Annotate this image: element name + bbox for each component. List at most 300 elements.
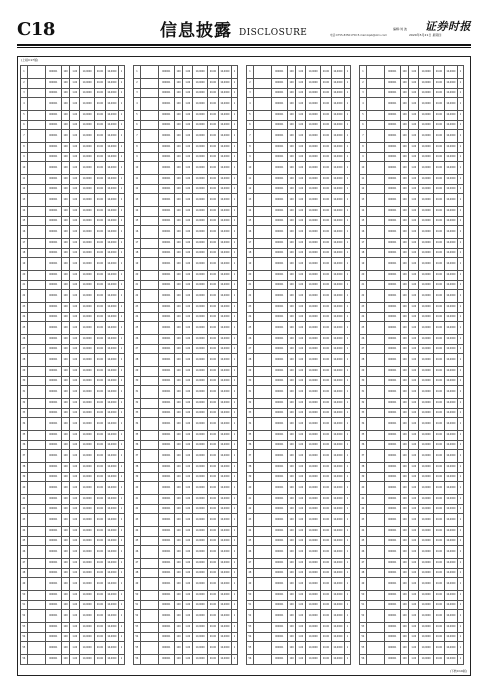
table-cell: 20.00: [321, 376, 332, 386]
table-cell: 1: [458, 88, 464, 98]
table-cell: 1.00: [70, 408, 80, 418]
table-cell: 20.00: [95, 450, 106, 463]
table-cell: 1: [119, 495, 125, 505]
table-cell: 100: [287, 472, 296, 482]
table-cell: 10,0000: [193, 591, 208, 601]
table-cell: 100: [287, 207, 296, 217]
table-cell: 100: [287, 216, 296, 226]
table-row: [247, 280, 351, 290]
table-cell: 1.00: [296, 98, 306, 111]
table-cell: 1.00: [70, 130, 80, 143]
table-cell: 10,0000: [331, 568, 344, 578]
table-cell: 42: [21, 504, 28, 514]
table-cell: 23: [134, 303, 141, 313]
table-cell: 20.00: [434, 248, 445, 258]
table-cell: 1.00: [409, 152, 419, 162]
table-row: [134, 66, 238, 79]
table-cell: 20.00: [434, 335, 445, 345]
table-cell: 10,0000: [419, 527, 434, 537]
table-cell: 20.00: [208, 514, 219, 527]
table-cell: 3: [360, 88, 367, 98]
table-cell: 000001: [158, 418, 174, 431]
table-cell: 100: [287, 88, 296, 98]
table-cell: [366, 546, 384, 559]
table-cell: 100: [61, 175, 70, 185]
table-cell: 10,0000: [193, 280, 208, 290]
table-cell: 000001: [271, 440, 287, 450]
table-cell: 33: [134, 408, 141, 418]
table-cell: 100: [61, 408, 70, 418]
table-cell: 10,0000: [218, 527, 231, 537]
table-cell: 000001: [45, 88, 61, 98]
table-cell: 10,0000: [419, 111, 434, 121]
table-cell: 20: [21, 271, 28, 281]
continued-to-label: (下转C19版): [449, 669, 467, 673]
masthead: [17, 20, 471, 44]
table-cell: 10,0000: [444, 130, 457, 143]
table-cell: 20.00: [208, 386, 219, 399]
table-cell: 20.00: [95, 472, 106, 482]
table-cell: 000001: [45, 463, 61, 473]
table-cell: 000001: [271, 239, 287, 249]
table-cell: 1: [458, 536, 464, 546]
table-cell: 10,0000: [193, 248, 208, 258]
table-cell: 1: [345, 98, 351, 111]
table-cell: 1.00: [296, 79, 306, 89]
table-cell: 1: [345, 655, 351, 665]
table-cell: 000001: [384, 591, 400, 601]
table-cell: 20.00: [321, 290, 332, 303]
table-cell: 1.00: [70, 440, 80, 450]
table-cell: 10,0000: [306, 504, 321, 514]
table-cell: 1.00: [70, 162, 80, 175]
table-cell: 1: [232, 632, 238, 642]
table-cell: 20.00: [321, 591, 332, 601]
table-cell: 1: [119, 578, 125, 591]
table-cell: 1: [458, 239, 464, 249]
table-cell: 10,0000: [306, 591, 321, 601]
table-cell: [140, 546, 158, 559]
table-cell: 20: [247, 271, 254, 281]
table-cell: [27, 271, 45, 281]
table-cell: [366, 600, 384, 610]
table-cell: 10,0000: [306, 568, 321, 578]
table-cell: 20.00: [208, 184, 219, 194]
table-cell: [27, 559, 45, 569]
table-cell: 100: [61, 207, 70, 217]
table-cell: 000001: [158, 623, 174, 633]
table-cell: 000001: [158, 367, 174, 377]
table-cell: 100: [174, 79, 183, 89]
table-cell: [140, 399, 158, 409]
table-cell: 000001: [45, 344, 61, 354]
table-cell: [140, 344, 158, 354]
table-cell: 000001: [158, 290, 174, 303]
table-cell: 10,0000: [105, 482, 118, 495]
table-cell: 1.00: [183, 623, 193, 633]
table-cell: [366, 226, 384, 239]
table-cell: 20.00: [208, 226, 219, 239]
table-cell: 1.00: [296, 591, 306, 601]
table-cell: 49: [134, 578, 141, 591]
table-cell: 10,0000: [419, 312, 434, 322]
table-cell: 1: [458, 450, 464, 463]
table-cell: 53: [21, 623, 28, 633]
table-cell: 1: [458, 482, 464, 495]
table-cell: 1: [345, 578, 351, 591]
table-cell: 1.00: [409, 610, 419, 623]
table-cell: 000001: [384, 258, 400, 271]
table-cell: 10,0000: [218, 632, 231, 642]
table-row: [21, 248, 125, 258]
table-cell: 100: [287, 568, 296, 578]
table-cell: [140, 207, 158, 217]
table-cell: 10,0000: [419, 463, 434, 473]
table-cell: 000001: [158, 527, 174, 537]
table-cell: 1: [232, 162, 238, 175]
table-cell: 1.00: [296, 386, 306, 399]
table-cell: [140, 152, 158, 162]
table-cell: [140, 280, 158, 290]
table-cell: 1: [345, 367, 351, 377]
table-cell: 20.00: [321, 239, 332, 249]
table-cell: 10,0000: [306, 578, 321, 591]
table-cell: 1: [119, 175, 125, 185]
table-cell: 1: [345, 312, 351, 322]
table-row: [247, 367, 351, 377]
table-cell: 10,0000: [444, 527, 457, 537]
table-cell: [27, 536, 45, 546]
table-row: [21, 495, 125, 505]
table-cell: 10,0000: [306, 162, 321, 175]
table-cell: [140, 111, 158, 121]
table-cell: 1.00: [296, 120, 306, 130]
table-cell: 1.00: [296, 655, 306, 665]
table-cell: 1: [345, 271, 351, 281]
table-cell: [366, 399, 384, 409]
table-cell: 20.00: [208, 280, 219, 290]
table-cell: 20.00: [95, 514, 106, 527]
table-row: [21, 472, 125, 482]
table-cell: [27, 66, 45, 79]
table-cell: 10,0000: [218, 472, 231, 482]
table-cell: 10,0000: [105, 280, 118, 290]
table-cell: 1.00: [296, 88, 306, 98]
table-cell: [140, 514, 158, 527]
table-cell: 1.00: [183, 120, 193, 130]
table-cell: 32: [21, 399, 28, 409]
table-cell: 10,0000: [444, 568, 457, 578]
table-cell: [140, 130, 158, 143]
table-cell: 10,0000: [218, 386, 231, 399]
table-cell: [140, 303, 158, 313]
table-cell: 10,0000: [444, 632, 457, 642]
table-cell: 1.00: [183, 130, 193, 143]
table-cell: 1.00: [296, 642, 306, 655]
table-cell: 10,0000: [306, 431, 321, 441]
table-cell: 100: [287, 431, 296, 441]
table-cell: 1.00: [409, 290, 419, 303]
table-cell: [27, 303, 45, 313]
table-cell: 1.00: [296, 216, 306, 226]
table-cell: 100: [174, 367, 183, 377]
table-cell: 48: [134, 568, 141, 578]
table-cell: 1: [458, 386, 464, 399]
table-cell: 1.00: [183, 655, 193, 665]
table-cell: 20.00: [434, 578, 445, 591]
table-cell: 1.00: [70, 578, 80, 591]
table-row: [360, 79, 464, 89]
table-cell: 20.00: [208, 216, 219, 226]
table-cell: [366, 130, 384, 143]
table-cell: 100: [61, 111, 70, 121]
table-row: [21, 239, 125, 249]
table-cell: [27, 79, 45, 89]
table-cell: 10,0000: [306, 290, 321, 303]
table-cell: 100: [400, 175, 409, 185]
table-cell: 1.00: [183, 504, 193, 514]
table-cell: 100: [61, 514, 70, 527]
table-cell: 1: [345, 162, 351, 175]
table-cell: 20.00: [95, 226, 106, 239]
table-cell: 1: [458, 418, 464, 431]
table-cell: 1.00: [183, 514, 193, 527]
table-cell: 1: [458, 312, 464, 322]
table-cell: 10,0000: [193, 271, 208, 281]
table-cell: 1.00: [296, 312, 306, 322]
table-cell: 1.00: [183, 162, 193, 175]
table-cell: 100: [174, 472, 183, 482]
table-cell: 100: [174, 271, 183, 281]
table-cell: 000001: [271, 226, 287, 239]
table-cell: 10,0000: [331, 367, 344, 377]
table-cell: 100: [174, 514, 183, 527]
table-cell: 8: [134, 143, 141, 153]
table-cell: 27: [247, 344, 254, 354]
table-cell: 1.00: [70, 463, 80, 473]
table-cell: [140, 322, 158, 335]
table-cell: 10,0000: [306, 495, 321, 505]
table-cell: 1: [119, 418, 125, 431]
table-cell: 20.00: [208, 632, 219, 642]
table-cell: 100: [174, 162, 183, 175]
table-cell: 20.00: [321, 88, 332, 98]
table-cell: [140, 408, 158, 418]
table-cell: 10,0000: [306, 312, 321, 322]
table-cell: 1.00: [409, 175, 419, 185]
table-cell: 10,0000: [306, 258, 321, 271]
table-cell: 7: [134, 130, 141, 143]
table-cell: [27, 322, 45, 335]
table-cell: [27, 367, 45, 377]
table-cell: 20.00: [434, 280, 445, 290]
table-row: [21, 143, 125, 153]
table-cell: 1.00: [296, 239, 306, 249]
table-cell: 52: [134, 610, 141, 623]
table-cell: 10,0000: [105, 312, 118, 322]
table-cell: 000001: [384, 248, 400, 258]
table-cell: 1: [232, 290, 238, 303]
table-cell: 100: [61, 440, 70, 450]
table-cell: 1.00: [409, 98, 419, 111]
table-cell: 1.00: [409, 184, 419, 194]
table-cell: 000001: [158, 258, 174, 271]
table-cell: 100: [61, 367, 70, 377]
table-cell: 1.00: [70, 79, 80, 89]
table-cell: [27, 290, 45, 303]
table-cell: 1.00: [183, 312, 193, 322]
table-cell: 10,0000: [331, 408, 344, 418]
table-row: [21, 290, 125, 303]
table-cell: 10,0000: [105, 258, 118, 271]
table-row: [134, 303, 238, 313]
table-cell: 14: [360, 207, 367, 217]
table-cell: 1.00: [70, 207, 80, 217]
table-cell: [253, 527, 271, 537]
table-cell: 100: [400, 559, 409, 569]
table-row: [247, 568, 351, 578]
table-cell: [366, 431, 384, 441]
table-cell: 1: [345, 600, 351, 610]
table-row: [134, 431, 238, 441]
table-cell: 10,0000: [419, 642, 434, 655]
table-cell: 20.00: [434, 184, 445, 194]
table-cell: 100: [400, 239, 409, 249]
table-cell: [253, 88, 271, 98]
table-cell: 21: [360, 280, 367, 290]
table-cell: 100: [287, 376, 296, 386]
table-cell: 22: [134, 290, 141, 303]
table-cell: 000001: [45, 207, 61, 217]
table-cell: 1.00: [409, 578, 419, 591]
table-cell: 20.00: [434, 344, 445, 354]
table-cell: 1.00: [70, 216, 80, 226]
table-cell: 19: [247, 258, 254, 271]
table-cell: 1.00: [70, 642, 80, 655]
table-cell: 20.00: [321, 642, 332, 655]
table-cell: 1.00: [70, 367, 80, 377]
table-cell: 000001: [45, 111, 61, 121]
table-cell: 000001: [271, 623, 287, 633]
table-row: [134, 194, 238, 207]
table-cell: 20.00: [95, 280, 106, 290]
table-cell: 1.00: [183, 536, 193, 546]
table-cell: [366, 495, 384, 505]
table-cell: 10,0000: [331, 559, 344, 569]
table-cell: 20.00: [95, 162, 106, 175]
table-cell: 000001: [45, 376, 61, 386]
table-cell: 1: [345, 472, 351, 482]
table-cell: 10,0000: [80, 194, 95, 207]
table-cell: 000001: [45, 290, 61, 303]
table-cell: 1: [119, 152, 125, 162]
table-cell: 1.00: [183, 280, 193, 290]
table-cell: 000001: [271, 431, 287, 441]
table-cell: 1: [232, 399, 238, 409]
table-cell: 43: [247, 514, 254, 527]
table-cell: 100: [400, 655, 409, 665]
table-cell: 10,0000: [193, 610, 208, 623]
table-cell: 10,0000: [218, 79, 231, 89]
table-cell: 100: [400, 303, 409, 313]
table-cell: [27, 143, 45, 153]
table-cell: 1: [119, 546, 125, 559]
table-cell: [140, 578, 158, 591]
table-row: [247, 271, 351, 281]
table-cell: 20.00: [208, 546, 219, 559]
table-cell: 1: [458, 258, 464, 271]
table-row: [21, 258, 125, 271]
table-cell: 20.00: [208, 239, 219, 249]
table-cell: 10,0000: [419, 79, 434, 89]
table-cell: 10,0000: [419, 98, 434, 111]
table-row: [21, 303, 125, 313]
table-cell: [366, 463, 384, 473]
table-cell: 10,0000: [193, 431, 208, 441]
table-row: [21, 98, 125, 111]
table-cell: 10,0000: [80, 482, 95, 495]
table-cell: 000001: [384, 408, 400, 418]
table-cell: 1: [345, 450, 351, 463]
table-cell: 000001: [384, 111, 400, 121]
table-row: [360, 418, 464, 431]
table-cell: 100: [287, 66, 296, 79]
table-cell: 10,0000: [80, 642, 95, 655]
table-cell: 100: [400, 226, 409, 239]
table-cell: [140, 143, 158, 153]
table-row: [21, 600, 125, 610]
table-cell: 1.00: [70, 280, 80, 290]
table-cell: 1.00: [296, 482, 306, 495]
table-cell: 20.00: [321, 632, 332, 642]
table-cell: 1: [119, 66, 125, 79]
holdings-table: [20, 65, 125, 665]
table-row: [21, 386, 125, 399]
table-cell: 10,0000: [193, 120, 208, 130]
table-row: [134, 322, 238, 335]
table-cell: [140, 623, 158, 633]
table-cell: [253, 418, 271, 431]
table-row: [360, 248, 464, 258]
table-cell: [140, 239, 158, 249]
table-cell: 1: [232, 482, 238, 495]
table-cell: 1.00: [296, 578, 306, 591]
table-row: [247, 578, 351, 591]
table-cell: 1.00: [409, 632, 419, 642]
table-cell: 100: [61, 386, 70, 399]
table-cell: 000001: [158, 344, 174, 354]
table-cell: 1: [458, 66, 464, 79]
table-cell: 15: [134, 216, 141, 226]
table-cell: [366, 271, 384, 281]
table-cell: 100: [287, 546, 296, 559]
table-row: [247, 258, 351, 271]
table-cell: 000001: [271, 322, 287, 335]
table-cell: 10,0000: [444, 610, 457, 623]
table-row: [134, 120, 238, 130]
table-cell: [253, 440, 271, 450]
table-cell: 10,0000: [419, 184, 434, 194]
table-cell: 100: [400, 162, 409, 175]
table-cell: 10,0000: [306, 632, 321, 642]
table-cell: 1.00: [70, 120, 80, 130]
table-cell: 10,0000: [218, 440, 231, 450]
table-cell: [366, 610, 384, 623]
table-cell: 56: [21, 655, 28, 665]
table-cell: 10,0000: [306, 66, 321, 79]
table-cell: 10,0000: [331, 610, 344, 623]
table-row: [247, 175, 351, 185]
